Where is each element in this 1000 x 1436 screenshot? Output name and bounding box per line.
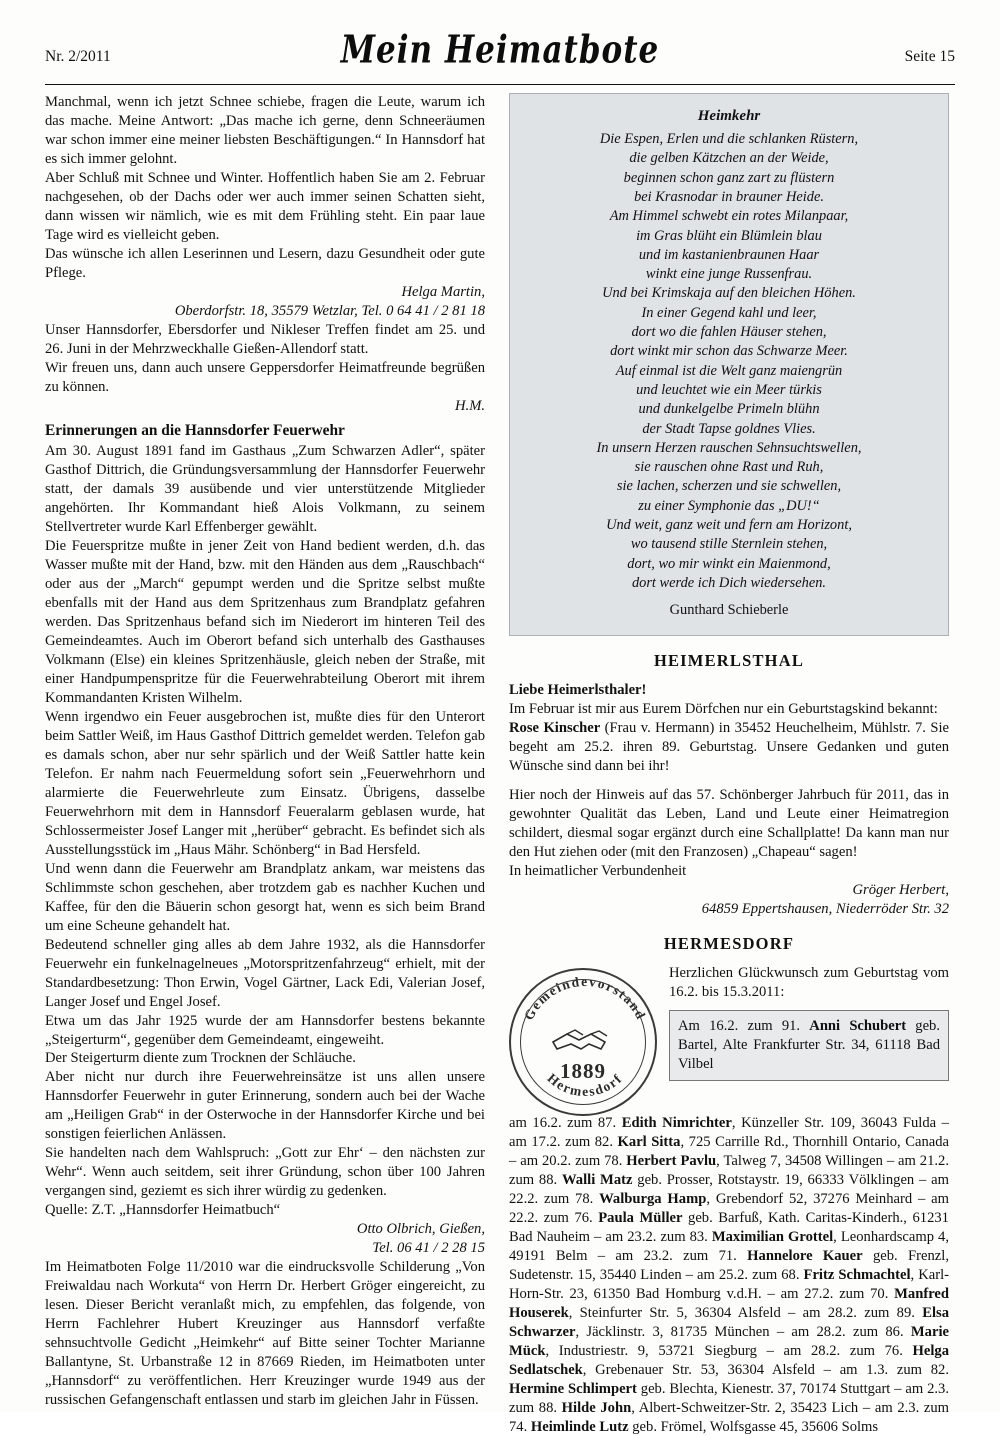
person-name: Fritz Schmachtel	[803, 1266, 911, 1283]
person-details: geb. Prosser, Rotstaystr. 19, 66333 Völklingen –	[632, 1171, 932, 1188]
paragraph: Im Heimatboten Folge 11/2010 war die eindrucksvolle Schilderung „Von Freiwaldau nach Workuta“ von Herrn Dr. Herbert Gröger eingereicht, zu lesen. Dieser Bericht veranlaßt mich, zu empfehlen, das folgende, von Herrn Fachlehrer Hubert Kreuzinger aus Hannsdorf verfaßte sehnsuchtvolle Gedicht „Heimkehr“ auf Bitte seiner Tochter Marianne Ballantyne, St. Urbanstraße 12 in 87669 Rieden, im Heimatboten unter „Hannsdorf“ zu veröffentlichen. Herr Kreuzinger wurde 1949 aus der russischen Gefangenschaft entlassen und starb im gleichen Jahr in Füssen.	[45, 1259, 485, 1408]
page-number: Seite 15	[904, 48, 955, 65]
birthday-date: am 27.2. zum 70.	[780, 1285, 895, 1302]
paragraph: Aber nicht nur durch ihre Feuerwehreinsätze ist uns allen unsere Hannsdorfer Feuerwehr in guter Erinnerung, sondern auch bei der Wache am „Heiligen Grab“ in der Osterwoche in der Hannsdorfer Kirche und bei sonstigen feierlichen Anlässen.	[45, 1069, 485, 1143]
person-name: Walli Matz	[562, 1171, 633, 1188]
person-name: Hannelore Kauer	[747, 1247, 863, 1264]
birthday-date: am 17.2. zum 82.	[509, 1133, 618, 1150]
header-divider	[45, 84, 955, 85]
birthday-date: am 22.2. zum 76.	[509, 1190, 950, 1226]
signature-phone: Tel. 06 41 / 2 28 15	[372, 1240, 485, 1257]
person-name: Maximilian Grottel	[711, 1228, 834, 1245]
person-details: geb. Frömel, Wolfsgasse 45, 35606 Solms	[628, 1418, 879, 1435]
person-name: Manfred Houserek	[509, 1285, 949, 1321]
poem-line: und im kastanienbraunen Haar	[638, 246, 820, 263]
highlight-suffix: geb. Bartel, Alte Frankfurter Str. 34, 61118 Bad Vilbel	[678, 1017, 941, 1072]
birthday-date: am 23.2. zum 71.	[615, 1247, 748, 1264]
person-details: geb. Blechta, Kienestr. 37, 70174 Stuttgart –	[636, 1380, 906, 1397]
seal-text	[511, 970, 659, 1118]
poem-line: Und bei Krimskaja auf den bleichen Höhen.	[602, 285, 856, 302]
poem-line: dort werde ich Dich wiedersehen.	[631, 574, 827, 591]
seal-top-text: Gemeindevorstand	[520, 974, 650, 1023]
poem-line: sie rauschen ohne Rast und Ruh,	[634, 459, 824, 476]
paragraph: In heimatlicher Verbundenheit	[509, 862, 687, 879]
poem-line: dort winkt mir schon das Schwarze Meer.	[610, 343, 848, 360]
seal-bottom-text: Hermesdorf	[544, 1070, 626, 1100]
birthday-date: am 2.3. zum 74.	[509, 1399, 949, 1435]
paragraph: Das wünsche ich allen Leserinnen und Lesern, dazu Gesundheit oder gute Pflege.	[45, 245, 485, 281]
poem-line: Die Espen, Erlen und die schlanken Rüstern,	[599, 131, 859, 148]
person-details: , Grebenauer Str. 53, 36304 Alsfeld –	[582, 1361, 840, 1378]
greeting: Liebe Heimerlsthaler!	[509, 681, 647, 698]
poem-line: In unsern Herzen rauschen Sehnsuchtswellen,	[596, 439, 862, 456]
paragraph: Quelle: Z.T. „Hannsdorfer Heimatbuch“	[45, 1202, 281, 1219]
poem-line: und dunkelgelbe Primeln blühn	[638, 401, 820, 418]
paper-title: Mein Heimatbote	[340, 27, 660, 73]
paragraph: Sie handelten nach dem Wahlspruch: „Gott zur Ehr‘ – den nächsten zur Wehr“. Wenn auch seitdem, seit ihrer Gründung, schon über 100 Jahren vergangen sind, geziemt es sich ihrer würdig zu gedenken.	[45, 1145, 485, 1200]
person-name: Paula Müller	[598, 1209, 683, 1226]
paragraph: Unser Hannsdorfer, Ebersdorfer und Nikleser Treffen findet am 25. und 26. Juni in der Mehrzweckhalle Gießen-Allendorf statt.	[45, 321, 485, 357]
paragraph: Bedeutend schneller ging alles ab dem Jahre 1932, als die Hannsdorfer Feuerwehr ein funkelnagelneues „Motorspritzenfahrzeug“ erhielt, mit der Standardbesetzung: Thon Erwin, Vogel Gärtner, Lack Edi, Valerian Josef, Langer Josef und Engel Josef.	[45, 936, 485, 1010]
poem-line: Auf einmal ist die Welt ganz maiengrün	[615, 362, 843, 379]
birthday-date: am 28.2. zum 86.	[791, 1323, 911, 1340]
person-name: Elsa Schwarzer	[509, 1304, 949, 1340]
person-details: , Jäcklinstr. 3, 81735 München –	[575, 1323, 792, 1340]
person-name: Heimlinde Lutz	[530, 1418, 629, 1435]
person-details: , Karl-Horn-Str. 23, 61350 Bad Homburg v.d.H. –	[509, 1266, 949, 1302]
poem-line: bei Krasnodar in brauner Heide.	[634, 188, 824, 205]
paragraph: Die Feuerspritze mußte in jener Zeit von Hand bedient werden, d.h. das Wasser mußte mit der Hand, bzw. mit den Händen aus dem „Rauschbach“ oder aus der „March“ gepumpt werden und die Spritze selbst mußte ebenfalls mit der Hand aus dem Spritzenhaus zum Brandplatz gefahren werden. Das Spritzenhaus befand sich im Niederort im hinteren Teil des Gemeindeamtes. Auch im Oberort befand sich unterhalb des Gasthauses Volkmann (Else) ein kleines Spritzenhäusle, gleich neben der Straße, mit einer Handpumpenspritze für die Feuerwehrabteilung Oberort mit ihrem Kommandanten Kristen Wilhelm.	[45, 538, 485, 707]
poem-box	[509, 93, 949, 636]
poem-author: Gunthard Schieberle	[669, 602, 789, 619]
highlight-birthday-box	[669, 1010, 949, 1081]
right-column	[509, 93, 949, 1436]
poem-line: der Stadt Tapse goldnes Vlies.	[642, 420, 816, 437]
birthday-date: am 28.2. zum 89.	[802, 1304, 923, 1321]
paragraph: Hier noch der Hinweis auf das 57. Schönberger Jahrbuch für 2011, das in gewohnter Qualität das Leben, Land und Leute einer Heimatregion schildert, diesmal sogar ergänzt durch eine Schallplatte! Da kann man nur den Hut ziehen oder (mit den Franzosen) „Chapeau“ sagen!	[509, 786, 949, 860]
person-details: , Steinfurter Str. 5, 36304 Alsfeld –	[568, 1304, 803, 1321]
hermesdorf-intro-wrap	[669, 964, 949, 1081]
poem-line: zu einer Symphonie das „DU!“	[638, 497, 820, 514]
person-name: Walburga Hamp	[599, 1190, 707, 1207]
poem-line: und leuchtet wie ein Meer türkis	[636, 381, 822, 398]
person-name: Marie Mück	[509, 1323, 949, 1359]
poem-body	[524, 130, 934, 593]
poem-line: dort, wo mir winkt ein Maienmond,	[627, 555, 831, 572]
person-details: , Industriestr. 9, 53721 Siegburg –	[545, 1342, 784, 1359]
paragraph: Am 30. August 1891 fand im Gasthaus „Zum Schwarzen Adler“, später Gasthof Dittrich, die Gründungsversammlung der Hannsdorfer Feuerwehr statt, der damals 39 ausübende und vier unterstützende Mitglieder angehörten. Ihr Kommandant hieß Alois Volkmann, zu seinem Stellvertreter wurde Karl Effenberger gewählt.	[45, 443, 485, 536]
seal-year: 1889	[560, 1059, 606, 1084]
paragraph: Aber Schluß mit Schnee und Winter. Hoffentlich haben Sie am 2. Februar nachgesehen, ob der Dachs oder wer auch immer seinen Schatten sieht, dann wissen wir nämlich, wie es mit dem Frühling steht. Ein paar laue Tage wird es vielleicht geben.	[45, 169, 485, 243]
masthead	[45, 27, 955, 78]
signature-name: Otto Olbrich, Gießen,	[356, 1221, 485, 1238]
paragraph: Und wenn dann die Feuerwehr am Brandplatz ankam, war meistens das Schlimmste schon geschehen, aber trotzdem gab es nachher Kuchen und Kaffee, für den die Bäuerin schon gesorgt hat, wenn es sich beim Brand um eine Scheune gehandelt hat.	[45, 860, 485, 934]
person-name: Helga Sedlatschek	[509, 1342, 949, 1378]
birthday-date: am 28.2. zum 76.	[783, 1342, 913, 1359]
paragraph: Manchmal, wenn ich jetzt Schnee schiebe, fragen die Leute, warum ich das mache. Meine Antwort: „Das mache ich gerne, denn Schneeräumen war schon immer eine meiner liebsten Beschäftigungen.“ In Hannsdorf hat es sich immer gelohnt.	[45, 94, 485, 167]
signature-name: Helga Martin,	[401, 283, 485, 300]
section-heading-heimerlsthal: HEIMERLSTHAL	[653, 650, 805, 670]
paragraph: Etwa um das Jahr 1925 wurde der am Hannsdorfer bestens bekannte „Steigerturm“, gegenüber dem Gemeindeamt, eingeweiht.	[45, 1012, 485, 1048]
poem-line: Am Himmel schwebt ein rotes Milanpaar,	[609, 208, 849, 225]
person-name: Rose Kinscher	[509, 719, 601, 736]
person-details: (Frau v. Hermann) in 35452 Heuchelheim, Mühlstr. 7. Sie begeht am 25.2. ihren 89. Geburtstag. Unsere Gedanken und guten Wünsche sind dann bei ihr!	[509, 719, 949, 774]
poem-line: die gelben Kätzchen an der Weide,	[629, 150, 829, 167]
poem-line: In einer Gegend kahl und leer,	[641, 304, 817, 321]
person-details: , 725 Carrille Rd., Thornhill Ontario, Canada –	[509, 1133, 949, 1169]
poem-line: Und weit, ganz weit und fern am Horizont,	[606, 517, 852, 534]
poem-line: dort wo die fahlen Häuser stehen,	[631, 324, 827, 341]
signature-name: Gröger Herbert,	[852, 881, 949, 898]
paragraph: Herzlichen Glückwunsch zum Geburtstag vom 16.2. bis 15.3.2011:	[669, 965, 949, 1000]
person-details: , Künzeller Str. 109, 36043 Fulda –	[731, 1115, 949, 1132]
municipal-seal-icon	[509, 968, 657, 1116]
paragraph: Der Steigerturm diente zum Trocknen der Schläuche.	[45, 1050, 356, 1067]
poem-line: winkt eine junge Russenfrau.	[645, 266, 813, 283]
poem-line: sie lachen, scherzen und sie schwellen,	[616, 478, 842, 495]
person-name: Herbert Pavlu	[626, 1152, 717, 1169]
birthday-date: am 25.2. zum 68.	[697, 1266, 804, 1283]
birthday-date: am 16.2. zum 87.	[509, 1115, 622, 1132]
person-name: Hilde John	[561, 1399, 632, 1416]
signature-address: 64859 Eppertshausen, Niederröder Str. 32	[701, 900, 949, 917]
person-details: geb. Barfuß, Kath. Caritas-Kinderh., 61231 Bad Nauheim –	[509, 1209, 949, 1245]
birthday-entry	[509, 719, 949, 776]
section-heading-feuerwehr: Erinnerungen an die Hannsdorfer Feuerwehr	[45, 422, 345, 440]
two-column-layout	[45, 93, 955, 1436]
poem-line: im Gras blüht ein Blümlein blau	[636, 227, 822, 244]
person-details: geb. Frenzl, Sudetenstr. 15, 35440 Linden –	[509, 1247, 949, 1283]
signature-initials: H.M.	[455, 397, 485, 414]
person-name: Hermine Schlimpert	[509, 1380, 637, 1397]
person-details: , Grebendorf 52, 37276 Meinhard –	[706, 1190, 932, 1207]
handshake-icon	[549, 1022, 621, 1056]
left-column	[45, 93, 485, 1410]
birthday-date: am 2.3. zum 88.	[509, 1380, 949, 1416]
birthday-date: am 22.2. zum 78.	[509, 1171, 949, 1207]
person-details: , Talweg 7, 34508 Willingen –	[716, 1152, 899, 1169]
birthday-date: am 23.2. zum 83.	[605, 1228, 712, 1245]
issue-number: Nr. 2/2011	[45, 48, 111, 65]
person-name: Edith Nimrichter	[621, 1115, 732, 1132]
highlight-prefix: Am 16.2. zum 91.	[678, 1017, 810, 1034]
poem-title: Heimkehr	[697, 108, 761, 124]
paragraph: Wir freuen uns, dann auch unsere Geppersdorfer Heimatfreunde begrüßen zu können.	[45, 359, 485, 395]
person-name: Karl Sitta	[617, 1133, 681, 1150]
signature-address: Oberdorfstr. 18, 35579 Wetzlar, Tel. 0 64 41 / 2 81 18	[174, 302, 485, 319]
person-details: , Albert-Schweitzer-Str. 2, 35423 Lich –	[631, 1399, 875, 1416]
paragraph: Im Februar ist mir aus Eurem Dörfchen nur ein Geburtstagskind bekannt:	[509, 700, 938, 717]
birthday-date: am 1.3. zum 82.	[839, 1361, 949, 1378]
birthday-date: am 21.2. zum 88.	[509, 1152, 949, 1188]
poem-line: wo tausend stille Sternlein stehen,	[630, 536, 828, 553]
section-heading-hermesdorf: HERMESDORF	[663, 933, 795, 953]
birthday-date: am 20.2. zum 78.	[520, 1152, 627, 1169]
hermesdorf-block	[509, 964, 949, 1114]
birthday-list	[509, 1114, 949, 1436]
paragraph: Wenn irgendwo ein Feuer ausgebrochen ist, mußte dies für den Unterort beim Sattler Weiß, im Haus Gasthof Dittrich gemeldet werden. Telefon gab es damals schon, aber nur sehr spärlich und der Weiß Sattler hatte kein Telefon. Er nahm nach Feuermeldung sofort sein „Feuerwehrhorn und alarmierte die Feuerwehrleute zum Einsatz. Übrigens, dasselbe Feuerwehrhorn mit dem in Hannsdorf Feueralarm geblasen wurde, hat Schlossermeister Josef Langer mit „herüber“ gebracht. Es befindet sich als Ausstellungsstück im „Haus Mähr. Schönberg“ in Bad Hersfeld.	[45, 709, 485, 858]
birthday-entry	[520, 1153, 898, 1169]
person-details: , Leonhardscamp 4, 49191 Belm –	[509, 1228, 949, 1264]
highlight-name: Anni Schubert	[809, 1017, 907, 1034]
poem-line: beginnen schon ganz zart zu flüstern	[623, 169, 835, 186]
